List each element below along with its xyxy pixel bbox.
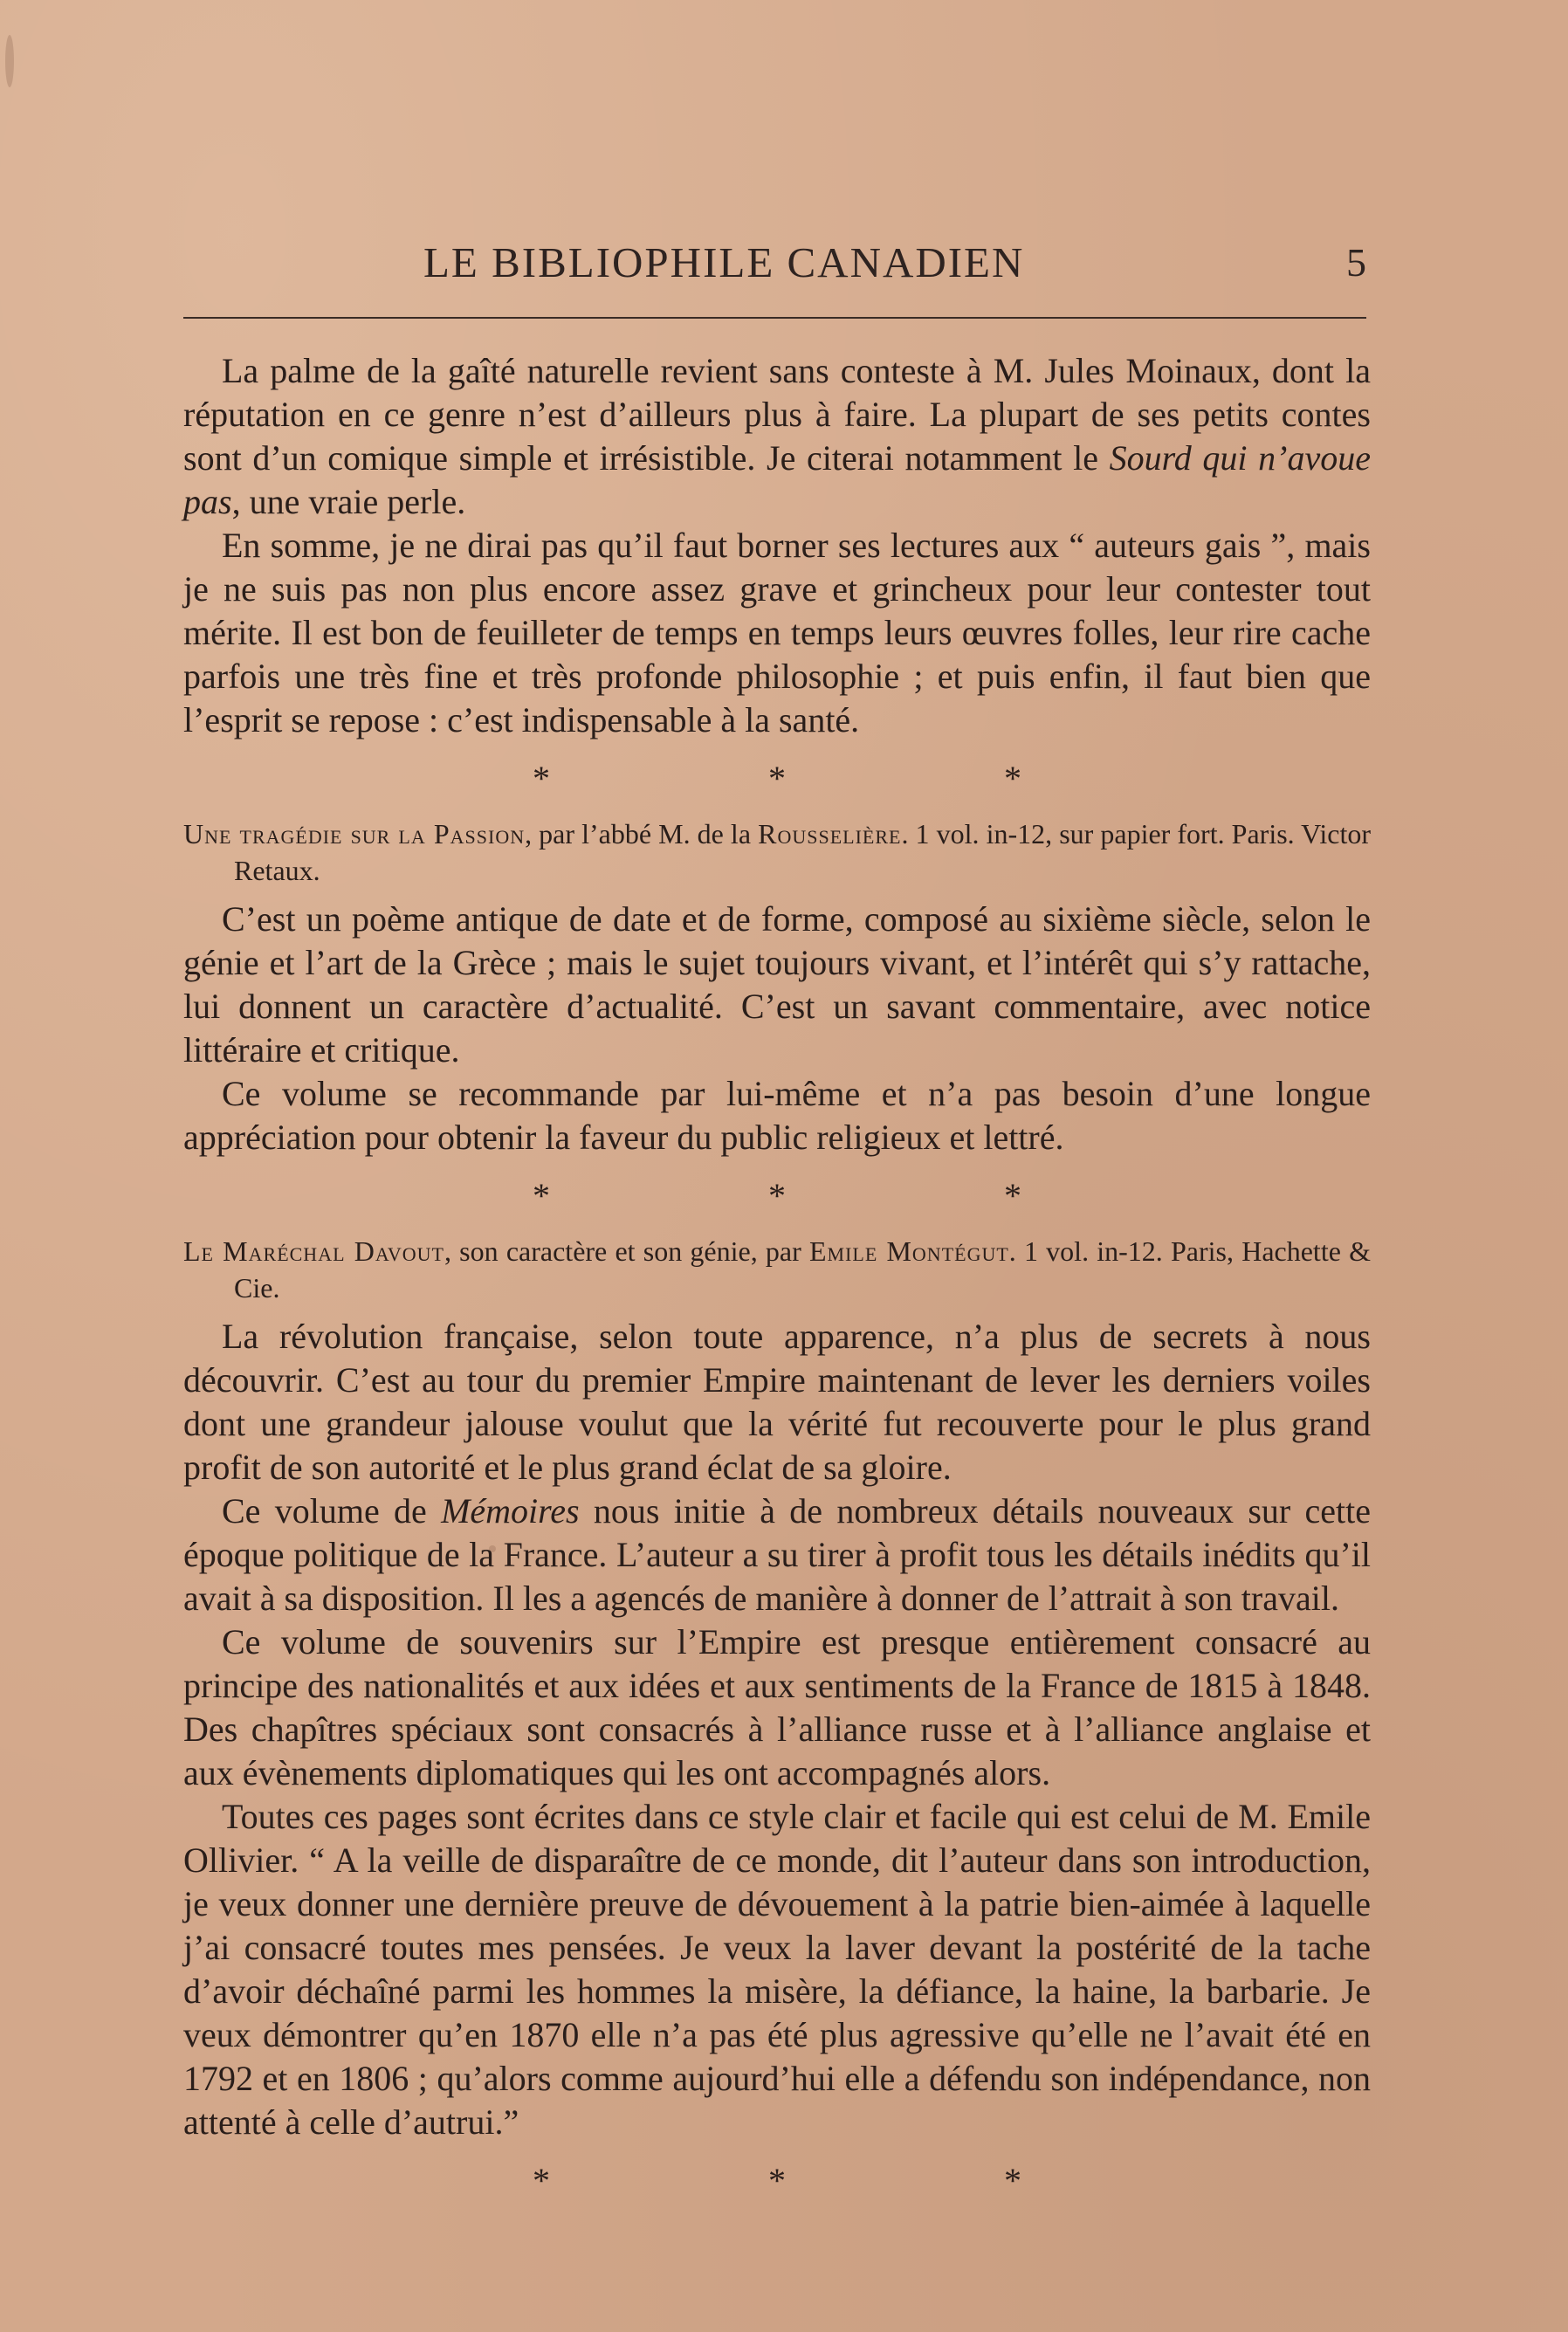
italic-title: Sourd qui n’avoue pas [183,438,1371,521]
paragraph: La révolution française, selon toute apparence, n’a plus de secrets à nous découvrir. C’est au tour du premier Empire maintenant de lever les derniers voiles dont une grandeur jalouse voulut que la vérité fut recouverte pour le plus grand profit de son autorité et le plus grand éclat de sa gloire. [183,1317,1371,1487]
section-separator: * * * [533,2161,1126,2200]
book-author: Rousselière [758,818,902,850]
text: Ce volume de [222,1491,442,1531]
book-title: Le Maréchal Davout [183,1235,444,1267]
text: . 1 vol. in-12, sur papier fort. Paris. Victor Retaux. [234,818,1372,886]
text: . 1 vol. in-12. Paris, Hachette & Cie. [234,1235,1371,1304]
page-number: 5 [1346,240,1366,285]
book-author: Emile Montégut [808,1235,1009,1267]
header-rule [183,317,1366,319]
text: nous initie à de nombreux détails nouveaux sur cette époque politique de la France. L’auteur a su tirer à profit tous les détails inédits qu’il avait à sa disposition. Il les a agencés de manière à donner de l’attrait à son travail. [183,1491,1371,1618]
book-title: Une tragédie sur la Passion [183,818,526,850]
paragraph: En somme, je ne dirai pas qu’il faut borner ses lectures aux “ auteurs gais ”, mais je ne suis pas non plus encore assez grave et grincheux pour leur contester tout mérite. Il est bon de feuilleter de temps en temps leurs œuvres folles, leur rire cache parfois une très fine et très profonde philosophie ; et puis enfin, il faut bien que l’esprit se repose : c’est indispensable à la santé. [183,526,1371,739]
section-separator: * * * [533,1176,1126,1215]
text: , son caractère et son génie, par [444,1235,809,1267]
page-content [183,349,1371,2218]
paragraph [183,1489,1371,1620]
italic-title: Mémoires [441,1491,580,1531]
paragraph: Ce volume de souvenirs sur l’Empire est presque entièrement consacré au principe des nationalités et aux idées et aux sentiments de la France de 1815 à 1848. Des chapîtres spéciaux sont consacrés à l’alliance russe et à l’alliance anglaise et aux évènements diplomatiques qui les ont accompagnés alors. [183,1622,1371,1792]
paragraph: Toutes ces pages sont écrites dans ce style clair et facile qui est celui de M. Emile Ollivier. “ A la veille de disparaître de ce monde, dit l’auteur dans son introduction, je veux donner une dernière preuve de dévouement à la patrie bien-aimée à laquelle j’ai consacré toutes mes pensées. Je veux la laver devant la postérité de la tache d’avoir déchaîné parmi les hommes la misère, la défiance, la haine, la barbarie. Je veux démontrer qu’en 1870 elle n’a pas été plus agressive qu’elle ne l’avait été en 1792 et en 1806 ; qu’alors comme aujourd’hui elle a défendu son indépendance, non attenté à celle d’autrui.” [183,1797,1371,2142]
text: , par l’abbé M. de la [525,818,759,850]
section-separator: * * * [533,759,1126,798]
text: La palme de la gaîté naturelle revient sans conteste à M. Jules Moinaux, dont la réputation en ce genre n’est d’ailleurs plus à faire. La plupart de ses petits contes sont d’un comique simple et irrésistible. Je citerai notamment le [183,351,1371,478]
running-header [183,237,1366,290]
paper-stain [5,35,14,87]
bibliographic-entry [183,815,1371,889]
paragraph: C’est un poème antique de date et de forme, composé au sixième siècle, selon le génie et l’art de la Grèce ; mais le sujet toujours vivant, et l’intérêt qui s’y rattache, lui donnent un caractère d’actualité. C’est un savant commentaire, avec notice littéraire et critique. [183,899,1371,1070]
running-title: LE BIBLIOPHILE CANADIEN [423,238,1025,286]
paragraph [183,349,1371,524]
text: , une vraie perle. [231,482,466,521]
bibliographic-entry [183,1233,1371,1306]
paragraph: Ce volume se recommande par lui-même et n’a pas besoin d’une longue appréciation pour obtenir la faveur du public religieux et lettré. [183,1074,1371,1157]
